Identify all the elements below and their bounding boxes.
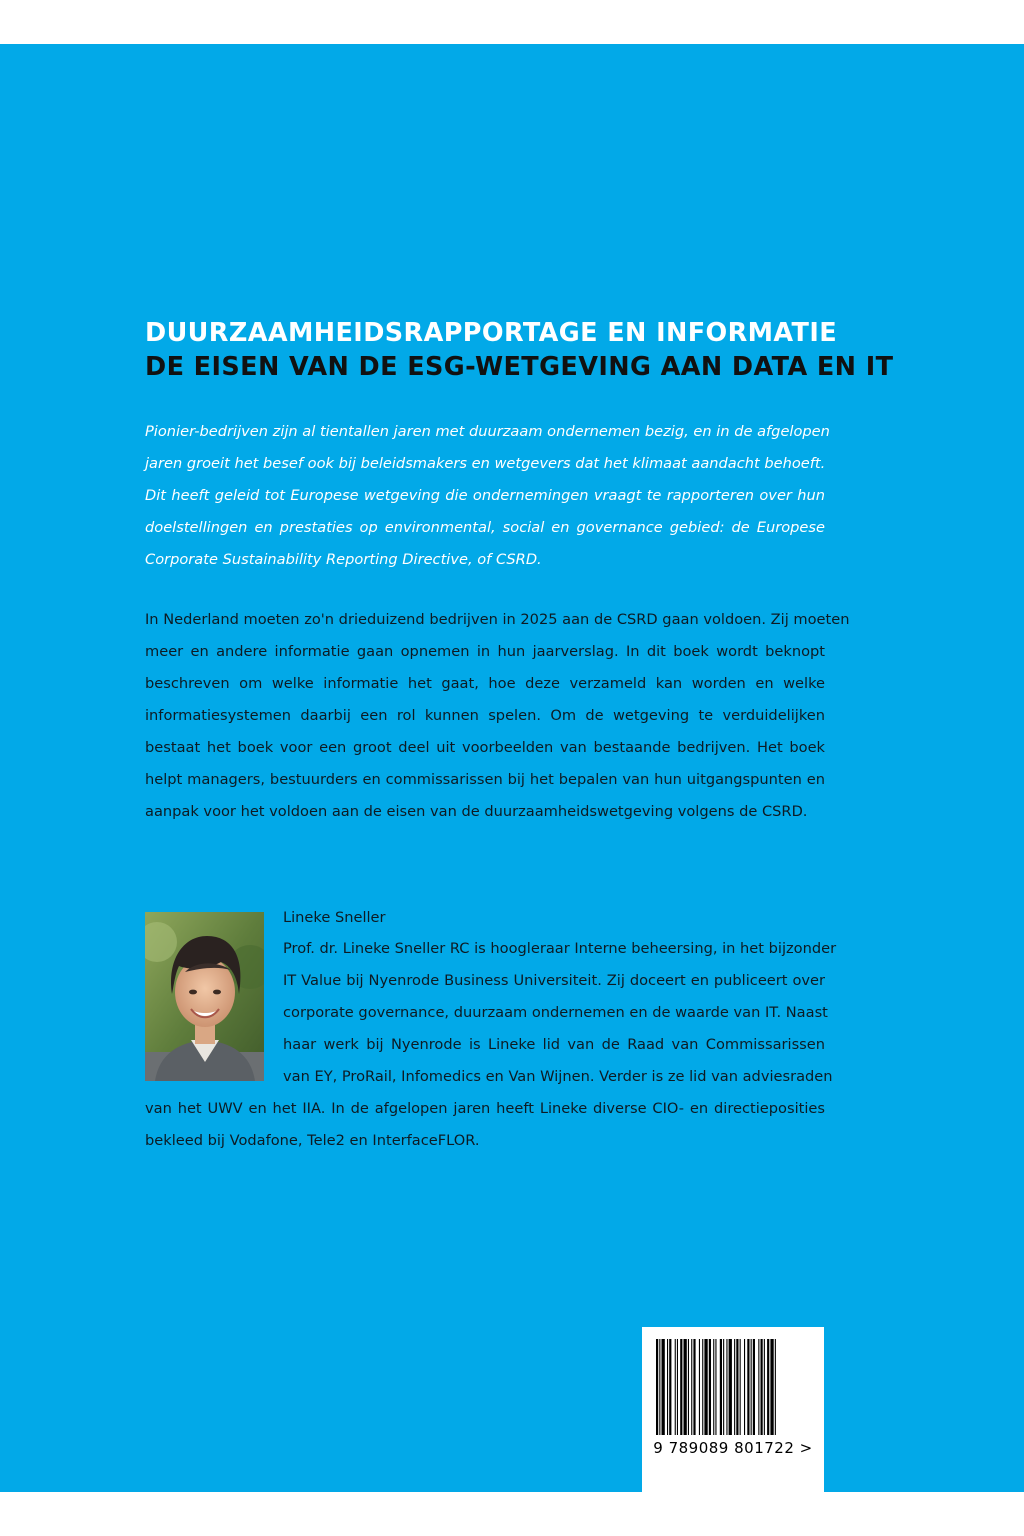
author-photo bbox=[145, 912, 264, 1081]
barcode-bar bbox=[691, 1339, 692, 1435]
barcode-bar bbox=[659, 1339, 660, 1435]
barcode-bar bbox=[736, 1339, 738, 1435]
bio-line: Prof. dr. Lineke Sneller RC is hoogleraar Interne beheersing, in het bijzonder bbox=[283, 940, 837, 957]
intro-line: Dit heeft geleid tot Europese wetgeving die ondernemingen vraagt te rapporteren over hun bbox=[145, 487, 825, 504]
bio-line: van het UWV en het IIA. In de afgelopen jaren heeft Lineke diverse CIO- en directieposities bbox=[145, 1100, 825, 1117]
barcode-bar bbox=[775, 1339, 776, 1435]
barcode-bar bbox=[744, 1339, 745, 1435]
barcode-bar bbox=[662, 1339, 665, 1435]
barcode-bar bbox=[761, 1339, 763, 1435]
barcode-bar bbox=[709, 1339, 711, 1435]
body-line: helpt managers, bestuurders en commissarissen bij het bepalen van hun uitgangspunten en bbox=[145, 771, 825, 788]
bio-line: van EY, ProRail, Infomedics en Van Wijnen. Verder is ze lid van adviesraden bbox=[283, 1068, 833, 1085]
intro-paragraph bbox=[145, 416, 830, 576]
barcode-bar bbox=[667, 1339, 668, 1435]
barcode-bar bbox=[747, 1339, 749, 1435]
barcode-bar bbox=[740, 1339, 741, 1435]
author-name: Lineke Sneller bbox=[283, 909, 386, 926]
book-title: DUURZAAMHEIDSRAPPORTAGE EN INFORMATIE bbox=[145, 318, 838, 348]
barcode-bar bbox=[677, 1339, 678, 1435]
barcode-bar bbox=[684, 1339, 687, 1435]
barcode-bar bbox=[764, 1339, 765, 1435]
barcode-bar bbox=[734, 1339, 735, 1435]
barcode-bar bbox=[753, 1339, 755, 1435]
barcode bbox=[642, 1327, 824, 1492]
isbn-number: 9 789089 801722 > bbox=[653, 1439, 813, 1457]
barcode-bar bbox=[767, 1339, 769, 1435]
body-line: informatiesystemen daarbij een rol kunnen spelen. Om de wetgeving te verduidelijken bbox=[145, 707, 825, 724]
barcode-bars bbox=[642, 1327, 824, 1492]
barcode-bar bbox=[688, 1339, 689, 1435]
barcode-bar bbox=[713, 1339, 714, 1435]
intro-line: jaren groeit het besef ook bij beleidsmakers en wetgevers dat het klimaat aandacht behoeft. bbox=[145, 455, 826, 472]
intro-line: Corporate Sustainability Reporting Directive, of CSRD. bbox=[145, 551, 542, 568]
intro-line: doelstellingen en prestaties op environmental, social en governance gebied: de Europese bbox=[145, 519, 825, 536]
body-line: In Nederland moeten zo'n drieduizend bedrijven in 2025 aan de CSRD gaan voldoen. Zij moeten bbox=[145, 611, 850, 628]
body-line: meer en andere informatie gaan opnemen in hun jaarverslag. In dit boek wordt beknopt bbox=[145, 643, 825, 660]
barcode-bar bbox=[720, 1339, 722, 1435]
barcode-bar bbox=[758, 1339, 759, 1435]
bio-line: bekleed bij Vodafone, Tele2 en InterfaceFLOR. bbox=[145, 1132, 480, 1149]
author-bio bbox=[283, 933, 837, 1093]
body-paragraph bbox=[145, 604, 850, 828]
bio-line: haar werk bij Nyenrode is Lineke lid van de Raad van Commissarissen bbox=[283, 1036, 825, 1053]
barcode-bar bbox=[693, 1339, 695, 1435]
barcode-bar bbox=[656, 1339, 658, 1435]
author-bio-continued bbox=[145, 1093, 825, 1157]
body-line: bestaat het boek voor een groot deel uit voorbeelden van bestaande bedrijven. Het boek bbox=[145, 739, 825, 756]
intro-line: Pionier-bedrijven zijn al tientallen jaren met duurzaam ondernemen bezig, en in de afgelopen bbox=[145, 423, 830, 440]
body-line: aanpak voor het voldoen aan de eisen van de duurzaamheidswetgeving volgens de CSRD. bbox=[145, 803, 808, 820]
bio-line: IT Value bij Nyenrode Business Universiteit. Zij doceert en publiceert over bbox=[283, 972, 825, 989]
barcode-bar bbox=[723, 1339, 724, 1435]
barcode-bar bbox=[675, 1339, 676, 1435]
barcode-bar bbox=[680, 1339, 682, 1435]
barcode-bar bbox=[751, 1339, 752, 1435]
barcode-bar bbox=[704, 1339, 707, 1435]
barcode-bar bbox=[702, 1339, 703, 1435]
barcode-bar bbox=[715, 1339, 716, 1435]
bio-line: corporate governance, duurzaam ondernemen en de waarde van IT. Naast bbox=[283, 1004, 828, 1021]
barcode-bar bbox=[729, 1339, 732, 1435]
barcode-bar bbox=[669, 1339, 671, 1435]
body-line: beschreven om welke informatie het gaat, hoe deze verzameld kan worden en welke bbox=[145, 675, 825, 692]
barcode-bar bbox=[726, 1339, 727, 1435]
barcode-bar bbox=[770, 1339, 773, 1435]
author-photo-graphic bbox=[145, 912, 264, 1081]
barcode-bar bbox=[699, 1339, 700, 1435]
book-subtitle: DE EISEN VAN DE ESG-WETGEVING AAN DATA EN IT bbox=[145, 352, 894, 382]
